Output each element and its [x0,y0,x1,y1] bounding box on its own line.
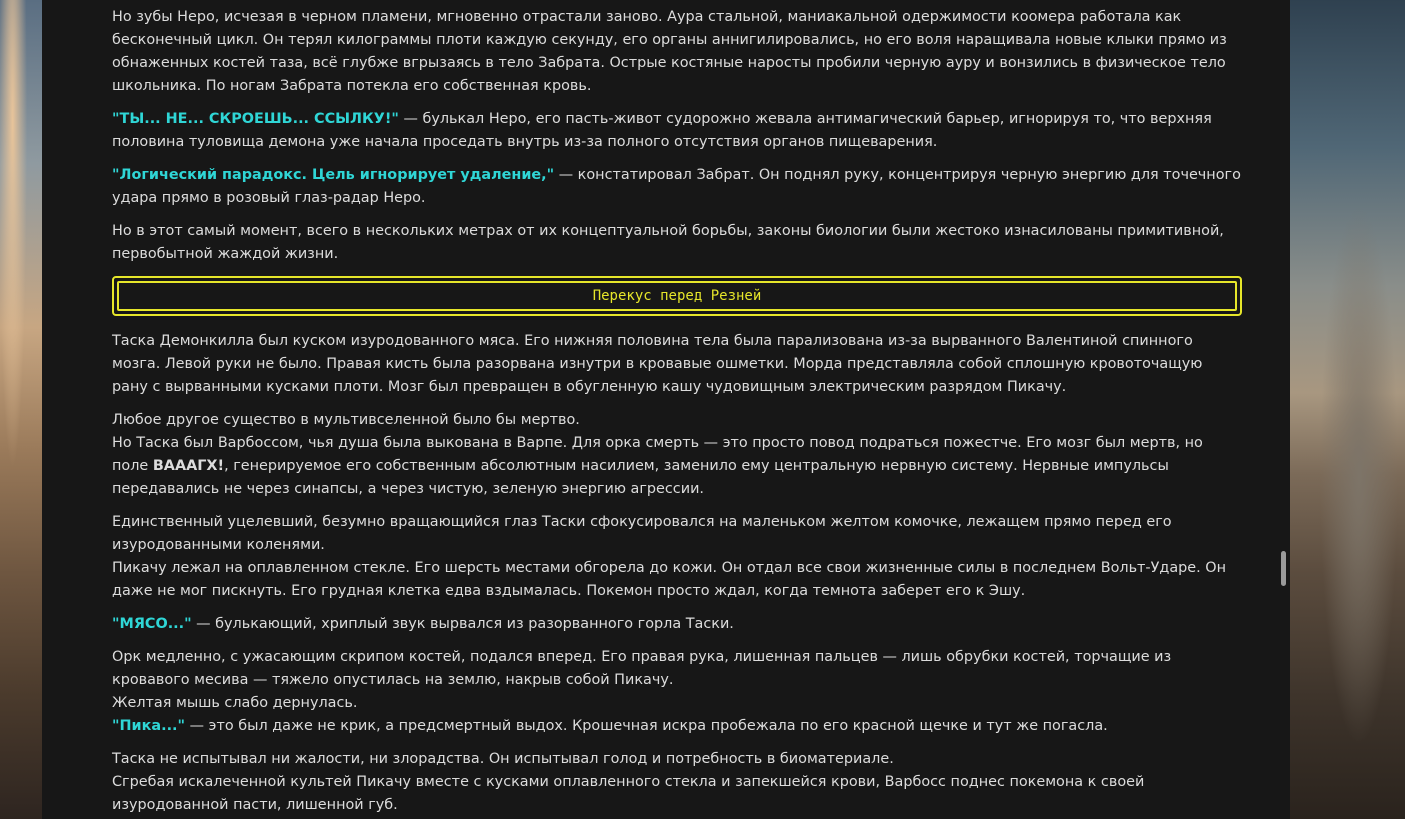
paragraph: "МЯСО..." — булькающий, хриплый звук вырвался из разорванного горла Таски. [112,616,734,632]
background-left [0,0,42,819]
chapter-heading-box [112,276,1242,316]
paragraph: Таска Демонкилла был куском изуродованного мяса. Его нижняя половина тела была парализована из-за вырванного Валентиной спинного мозга. Левой руки не было. Правая кисть была разорвана изнутри в кровавые ошметки. Морда представляла собой сплошную кровоточащую рану с вырванными кусками плоти. Мозг был превращен в обугленную кашу чудовищным электрическим разрядом Пикачу. [112,333,1203,395]
dialogue-quote: "Пика..." [112,718,186,734]
paragraph: "ТЫ... НЕ... СКРОЕШЬ... ССЫЛКУ!" — булькал Неро, его пасть-живот судорожно жевала антимагический барьер, игнорируя то, что верхняя половина туловища демона уже начала проседать внутрь из-за полного отсутствия органов пищеварения. [112,111,1212,150]
dialogue-quote: "МЯСО..." [112,616,192,632]
bold-term: ВАААГХ! [152,458,225,474]
paragraph: Любое другое существо в мультивселенной было бы мертво. Но Таска был Варбоссом, чья душа была выкована в Варпе. Для орка смерть — это просто повод подраться пожестче. Его мозг был мертв, но поле ВАААГХ!, генерируемое его собственным абсолютным насилием, заменило ему центральную нервную систему. Нервные импульсы передавались не через синапсы, а через чистую, зеленую энергию агрессии. [112,412,1203,497]
paragraph: Единственный уцелевший, безумно вращающийся глаз Таски сфокусировался на маленьком желтом комочке, лежащем прямо перед его изуродованными коленями. Пикачу лежал на оплавленном стекле. Его шерсть местами обгорела до кожи. Он отдал все свои жизненные силы в последнем Вольт-Ударе. Он даже не мог пискнуть. Его грудная клетка едва вздымалась. Покемон просто ждал, когда темнота заберет его к Эшу. [112,514,1227,599]
chapter-title: Перекус перед Резней [117,281,1237,311]
dialogue-quote: "Логический парадокс. Цель игнорирует удаление," [112,167,555,183]
paragraph: Орк медленно, с ужасающим скрипом костей, подался вперед. Его правая рука, лишенная пальцев — лишь обрубки костей, торчащие из кровавого месива — тяжело опустилась на землю, накрыв собой Пикачу. Желтая мышь слабо дернулась. "Пика..." — это был даже не крик, а предсмертный выдох. Крошечная искра пробежала по его красной щечке и тут же погасла. [112,649,1172,734]
dialogue-quote: "ТЫ... НЕ... СКРОЕШЬ... ССЫЛКУ!" [112,111,399,127]
paragraph: Но в этот самый момент, всего в нескольких метрах от их концептуальной борьбы, законы биологии были жестоко изнасилованы примитивной, первобытной жаждой жизни. [112,223,1224,262]
story-panel [42,0,1290,819]
story-content [112,6,1242,819]
paragraph: "Логический парадокс. Цель игнорирует удаление," — констатировал Забрат. Он поднял руку, концентрируя черную энергию для точечного удара прямо в розовый глаз-радар Неро. [112,167,1241,206]
background-right [1290,0,1405,819]
scrollbar-thumb[interactable] [1281,551,1286,586]
paragraph: Таска не испытывал ни жалости, ни злорадства. Он испытывал голод и потребность в биоматериале. Сгребая искалеченной культей Пикачу вместе с кусками оплавленного стекла и запекшейся крови, Варбосс поднес покемона к своей изуродованной пасти, лишенной губ. [112,751,1145,813]
paragraph: Но зубы Неро, исчезая в черном пламени, мгновенно отрастали заново. Аура стальной, маниакальной одержимости коомера работала как бесконечный цикл. Он терял килограммы плоти каждую секунду, его органы аннигилировались, но его воля наращивала новые клыки прямо из обнаженных костей таза, всё глубже вгрызаясь в тело Забрата. Острые костяные наросты пробили черную ауру и вонзились в физическое тело школьника. По ногам Забрата потекла его собственная кровь. [112,9,1227,94]
